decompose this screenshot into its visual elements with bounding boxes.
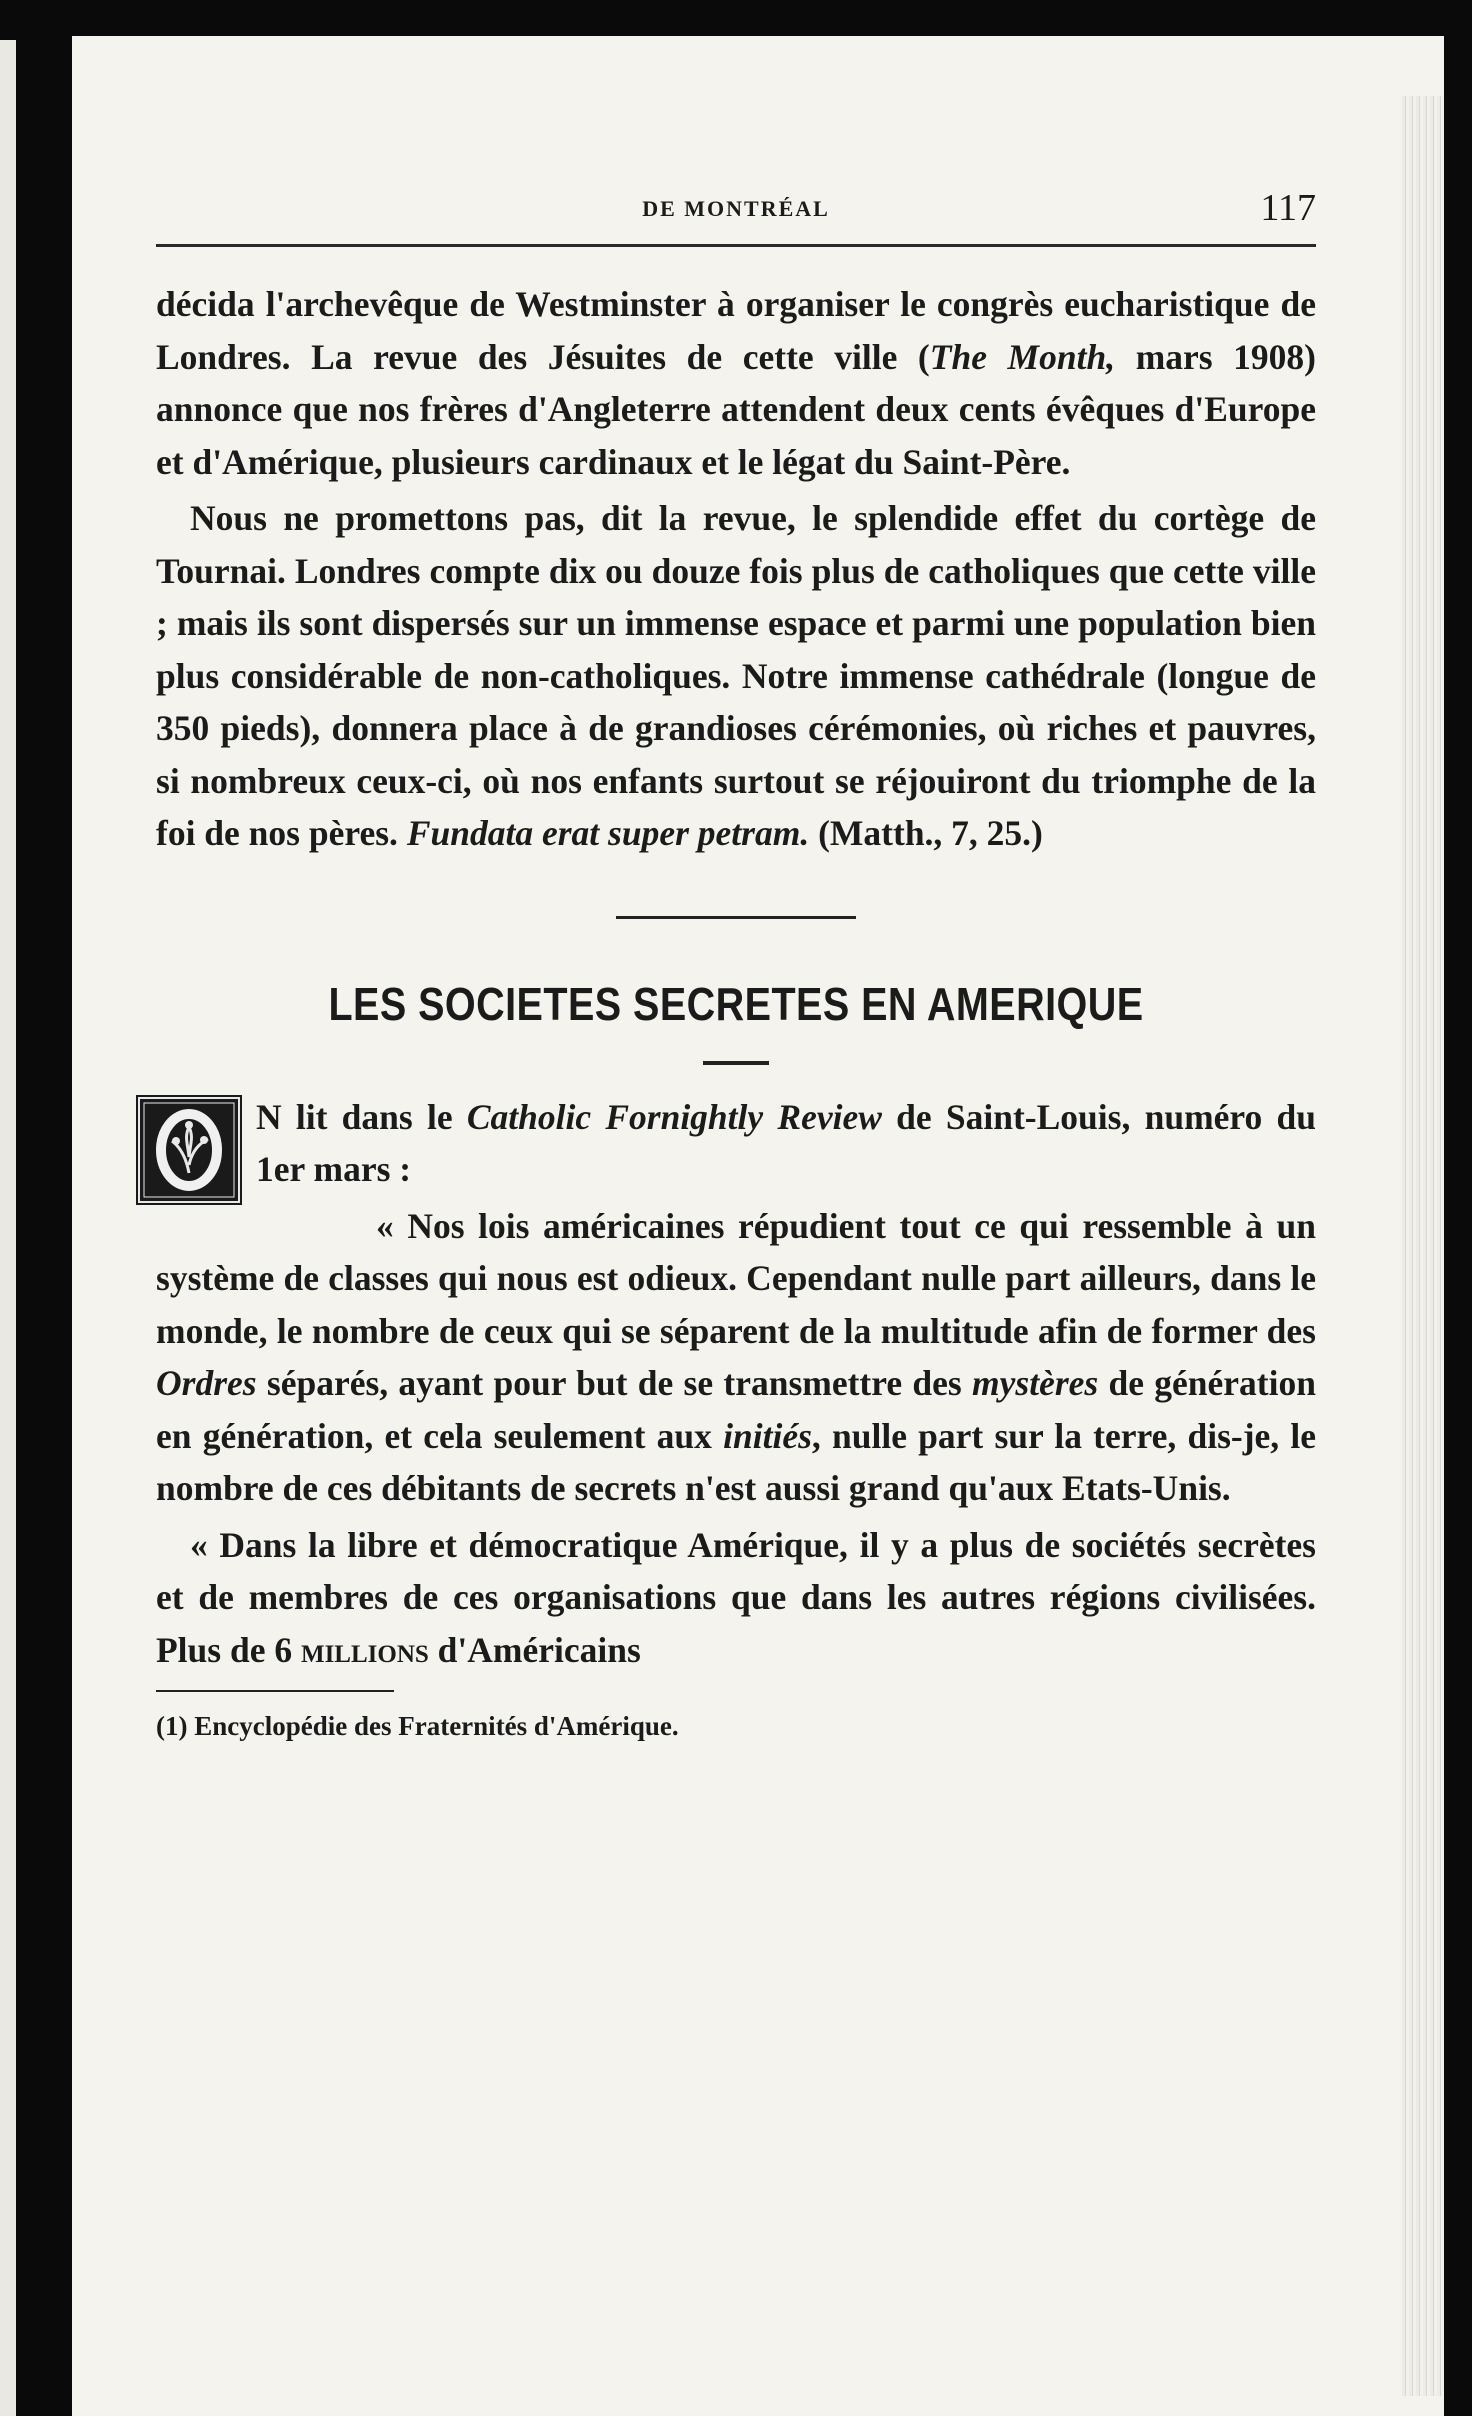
page-content: [156, 156, 1316, 2276]
left-page-edge: [0, 40, 16, 2416]
q1-a: « Nos lois américaines répudient tout ce qui ressemble à un système de classes qui nous est odieux. Cependant nulle part ailleurs, dans le monde, le nombre de ceux qui se séparent de la multitude afin de former des: [156, 1205, 1316, 1351]
paragraph-1-rest: mars 1908) annonce que nos frères d'Angleterre attendent deux cents évêques d'Europe et d'Amérique, plusieurs cardinaux et le légat du Saint-Père.: [156, 336, 1316, 482]
paragraph-2: [156, 492, 1316, 860]
header-rule: [156, 244, 1316, 247]
footnote: (1) Encyclopédie des Fraternités d'Amérique.: [156, 1711, 679, 1741]
paragraph-2-text: Nous ne promettons pas, dit la revue, le splendide effet du cortège de Tournai. Londres compte dix ou douze fois plus de catholiques que cette ville ; mais ils sont dispersés sur un immense espace et parmi une population bien plus considérable de non-catholiques. Notre immense cathédrale (longue de 350 pieds), donnera place à de grandioses cérémonies, où riches et pauvres, si nombreux ceux-ci, où nos enfants surtout se réjouiront du triomphe de la foi de nos pères.: [156, 498, 1316, 853]
page-header: [156, 156, 1316, 229]
page-number: 117: [1260, 187, 1316, 229]
q1-c: de génération en génération, et cela seulement aux: [156, 1363, 1316, 1456]
dropcap-ornament: [136, 1095, 242, 1205]
q1-d: , nulle part sur la terre, dis-je, le nombre de ces débitants de secrets n'est aussi grand qu'aux Etats-Unis.: [156, 1415, 1316, 1508]
dropcap-flourish-icon: [136, 1095, 242, 1205]
q2-b: d'Américains: [428, 1629, 641, 1670]
q1-ital3: initiés: [723, 1415, 812, 1456]
intro-text-b: de Saint-Louis, numéro du 1er mars :: [256, 1096, 1317, 1189]
section-title: LES SOCIETES SECRETES EN AMERIQUE: [328, 977, 1144, 1030]
intro-paragraph: [156, 1091, 1316, 1196]
q1-ital2: mystères: [972, 1363, 1099, 1403]
paragraph-2-italic: Fundata erat super petram.: [406, 813, 810, 853]
page-stack-edge: [1402, 96, 1444, 2396]
footnote-rule: [156, 1690, 394, 1692]
intro-italic-title: Catholic Fornightly Review: [466, 1096, 882, 1137]
page-body: [156, 278, 1316, 1746]
intro-text-a: N lit dans le: [256, 1096, 467, 1137]
q2-a: « Dans la libre et démocratique Amérique, il y a plus de sociétés secrètes et de membres de ces organisations que dans les autres régions civilisées. Plus de 6: [156, 1524, 1316, 1670]
q2-small-caps: millions: [300, 1629, 429, 1670]
book-page: [72, 36, 1444, 2416]
quote-paragraph-2: [156, 1519, 1316, 1677]
q1-b: séparés, ayant pour but de se transmettre des: [256, 1363, 973, 1403]
quote-paragraph-1: [156, 1200, 1316, 1515]
q1-ital1: Ordres: [156, 1363, 257, 1403]
section-separator-rule: [616, 916, 856, 919]
section-intro: [156, 1091, 1316, 1677]
title-underline: [703, 1061, 769, 1065]
paragraph-1-text: décida l'archevêque de Westminster à organiser le congrès eucharistique de Londres. La revue des Jésuites de cette ville (: [156, 284, 1316, 377]
paragraph-1: [156, 278, 1316, 488]
running-head: DE MONTRÉAL: [642, 196, 830, 221]
paragraph-1-italic: The Month,: [929, 336, 1116, 377]
paragraph-2-rest: (Matth., 7, 25.): [809, 813, 1043, 853]
